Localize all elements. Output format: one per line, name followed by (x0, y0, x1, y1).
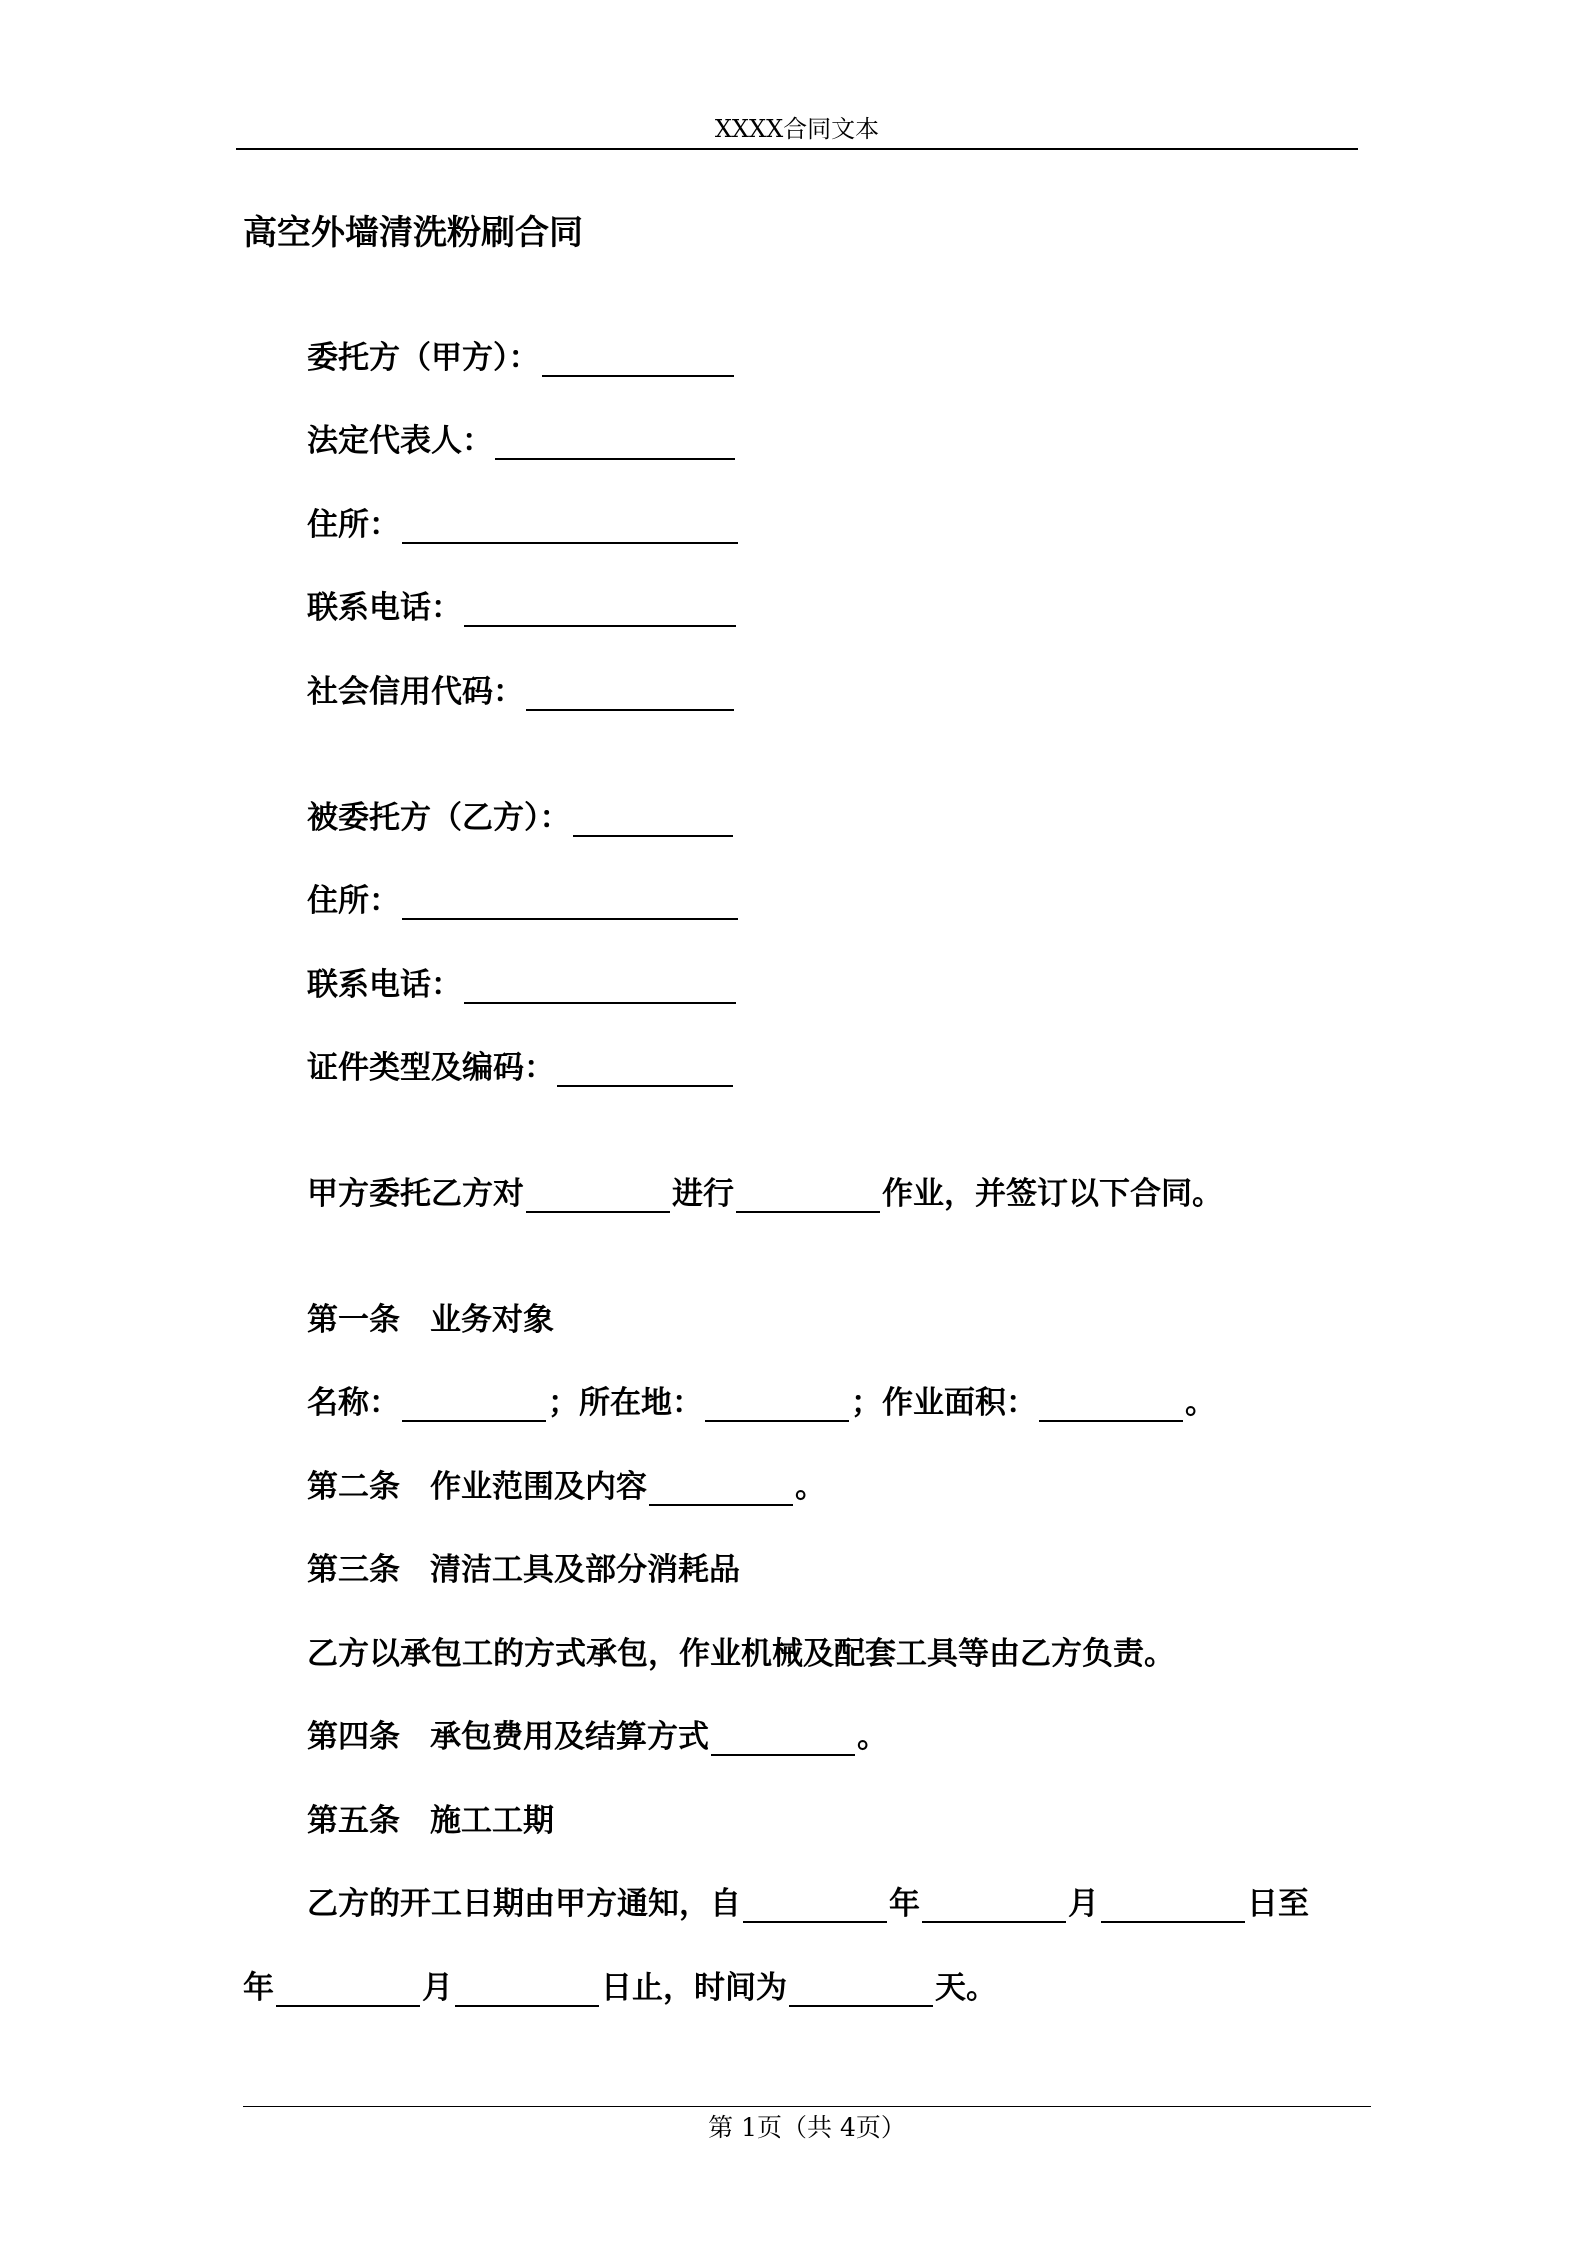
article-5-heading (307, 1796, 554, 1840)
start-year-label: 年 (889, 1886, 920, 1922)
article-5-body-line-2 (243, 1963, 997, 2007)
intro-work-blank (736, 1173, 880, 1213)
party-b-client-blank (573, 797, 733, 837)
party-b-client-line (307, 793, 735, 837)
party-a-legal-rep-line (307, 416, 737, 460)
footer-rule (243, 2106, 1371, 2107)
end-year-label: 年 (243, 1970, 274, 2006)
article-5-body-line-1 (307, 1879, 1309, 1923)
area-blank (1039, 1382, 1183, 1422)
intro-part-c: 作业，并签订以下合同。 (882, 1176, 1223, 1212)
name-blank (402, 1382, 546, 1422)
article-1-title: 业务对象 (430, 1302, 554, 1338)
name-label: 名称： (307, 1385, 400, 1421)
article-2-end: 。 (795, 1469, 826, 1505)
start-month-blank (922, 1883, 1066, 1923)
end-month-blank (276, 1967, 420, 2007)
party-b-client-label: 被委托方（乙方）： (307, 800, 571, 836)
party-a-phone-blank (464, 587, 736, 627)
article-4-heading (307, 1712, 888, 1756)
intro-object-blank (526, 1173, 670, 1213)
page-header: XXXX合同文本 (236, 110, 1358, 150)
party-a-client-blank (542, 337, 734, 377)
location-blank (705, 1382, 849, 1422)
article-4-number: 第四条 (307, 1719, 400, 1755)
start-year-blank (743, 1883, 887, 1923)
start-month-label: 月 (1068, 1886, 1099, 1922)
intro-part-a: 甲方委托乙方对 (307, 1176, 524, 1212)
article-3-heading (307, 1545, 740, 1589)
article-5-title: 施工工期 (430, 1803, 554, 1839)
article-1-end: 。 (1185, 1385, 1216, 1421)
party-b-phone-line (307, 960, 738, 1004)
party-b-phone-blank (464, 964, 736, 1004)
party-a-client-label: 委托方（甲方）： (307, 340, 540, 376)
end-day-label: 日止，时间为 (601, 1970, 787, 2006)
article-2-heading (307, 1462, 826, 1506)
article-1-heading (307, 1295, 554, 1339)
article-3-text: 乙方以承包工的方式承包，作业机械及配套工具等由乙方负责。 (307, 1636, 1175, 1672)
article-4-blank (711, 1716, 855, 1756)
party-a-client-line (307, 333, 736, 377)
party-a-phone-label: 联系电话： (307, 590, 462, 626)
party-b-id-label: 证件类型及编码： (307, 1050, 555, 1086)
article-4-end: 。 (857, 1719, 888, 1755)
party-b-address-line (307, 876, 740, 920)
article-1-number: 第一条 (307, 1302, 400, 1338)
location-label: ；所在地： (548, 1385, 703, 1421)
article-4-title: 承包费用及结算方式 (430, 1719, 709, 1755)
page-footer: 第 1页（共 4页） (708, 2113, 906, 2142)
party-a-phone-line (307, 583, 738, 627)
party-b-id-line (307, 1043, 735, 1087)
duration-label: 天。 (935, 1970, 997, 2006)
article-5-number: 第五条 (307, 1803, 400, 1839)
party-b-address-blank (402, 880, 738, 920)
party-a-address-blank (402, 504, 738, 544)
party-b-phone-label: 联系电话： (307, 967, 462, 1003)
end-day-blank (455, 1967, 599, 2007)
party-a-credit-code-line (307, 667, 736, 711)
article-3-number: 第三条 (307, 1552, 400, 1588)
party-a-address-line (307, 500, 740, 544)
duration-blank (789, 1967, 933, 2007)
start-day-blank (1101, 1883, 1245, 1923)
area-label: ；作业面积： (851, 1385, 1037, 1421)
end-month-label: 月 (422, 1970, 453, 2006)
party-a-credit-code-label: 社会信用代码： (307, 674, 524, 710)
party-a-legal-rep-blank (495, 420, 735, 460)
article-2-blank (649, 1466, 793, 1506)
party-b-address-label: 住所： (307, 883, 400, 919)
start-day-label: 日至 (1247, 1886, 1309, 1922)
article-3-body (307, 1629, 1175, 1673)
article-1-fields (307, 1378, 1216, 1422)
article-2-number: 第二条 (307, 1469, 400, 1505)
party-b-id-blank (557, 1047, 733, 1087)
intro-part-b: 进行 (672, 1176, 734, 1212)
party-a-credit-code-blank (526, 671, 734, 711)
party-a-address-label: 住所： (307, 507, 400, 543)
article-3-title: 清洁工具及部分消耗品 (430, 1552, 740, 1588)
party-a-legal-rep-label: 法定代表人： (307, 423, 493, 459)
start-text: 乙方的开工日期由甲方通知，自 (307, 1886, 741, 1922)
article-2-title: 作业范围及内容 (430, 1469, 647, 1505)
intro-line (307, 1169, 1223, 1213)
contract-title: 高空外墙清洗粉刷合同 (243, 213, 583, 253)
